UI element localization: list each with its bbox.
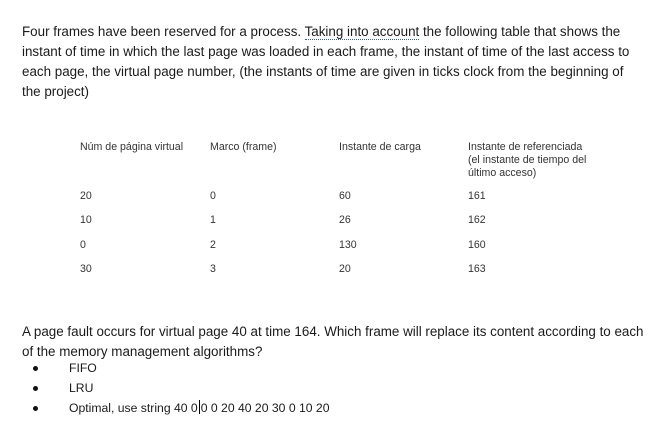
cell-frame: 0 bbox=[210, 190, 216, 202]
cell-load: 130 bbox=[339, 239, 357, 251]
intro-paragraph bbox=[22, 22, 644, 102]
algorithm-fifo: FIFO bbox=[69, 361, 97, 375]
header-reference-line-3: último acceso) bbox=[468, 167, 537, 179]
algorithm-optimal-end: 0 0 20 40 20 30 0 10 20 bbox=[200, 401, 330, 415]
question-paragraph: A page fault occurs for virtual page 40 at time 164. Which frame will replace its content according to each of the memory management algorithms? bbox=[22, 324, 644, 360]
bullet-icon bbox=[33, 366, 38, 371]
cell-page: 30 bbox=[80, 263, 92, 275]
intro-text-2: the following table that shows the instant of time in which the last page was loaded in each frame, the instant of time of the last access to each page, the virtual page number, (the instants of time are given in ticks clock from the beginning of the project) bbox=[22, 24, 630, 100]
cell-page: 10 bbox=[80, 214, 92, 226]
bullet-icon bbox=[33, 406, 38, 411]
header-frame: Marco (frame) bbox=[210, 141, 277, 153]
header-virtual-page: Núm de página virtual bbox=[80, 141, 184, 153]
header-reference-time bbox=[468, 141, 618, 180]
cell-frame: 3 bbox=[210, 263, 216, 275]
cell-frame: 2 bbox=[210, 239, 216, 251]
header-load-time: Instante de carga bbox=[339, 141, 421, 153]
cell-ref: 163 bbox=[468, 263, 486, 275]
text-cursor-icon bbox=[199, 400, 200, 414]
algorithm-lru: LRU bbox=[69, 381, 94, 395]
cell-ref: 161 bbox=[468, 190, 486, 202]
intro-underlined-phrase: Taking into account bbox=[304, 24, 420, 40]
list-item-lru bbox=[22, 378, 329, 398]
cell-ref: 162 bbox=[468, 214, 486, 226]
header-reference-line-2: (el instante de tiempo del bbox=[468, 154, 587, 166]
cell-page: 20 bbox=[80, 190, 92, 202]
list-item-fifo bbox=[22, 358, 329, 378]
algorithm-optimal-start: Optimal, use string 40 0 bbox=[69, 401, 198, 415]
bullet-icon bbox=[33, 386, 38, 391]
cell-ref: 160 bbox=[468, 239, 486, 251]
list-item-optimal bbox=[22, 398, 329, 418]
algorithm-list bbox=[22, 358, 329, 418]
cell-load: 60 bbox=[339, 190, 351, 202]
cell-load: 26 bbox=[339, 214, 351, 226]
cell-frame: 1 bbox=[210, 214, 216, 226]
header-reference-line-1: Instante de referenciada bbox=[468, 141, 583, 153]
intro-text-1: Four frames have been reserved for a process. bbox=[22, 24, 305, 40]
cell-load: 20 bbox=[339, 263, 351, 275]
cell-page: 0 bbox=[80, 239, 86, 251]
